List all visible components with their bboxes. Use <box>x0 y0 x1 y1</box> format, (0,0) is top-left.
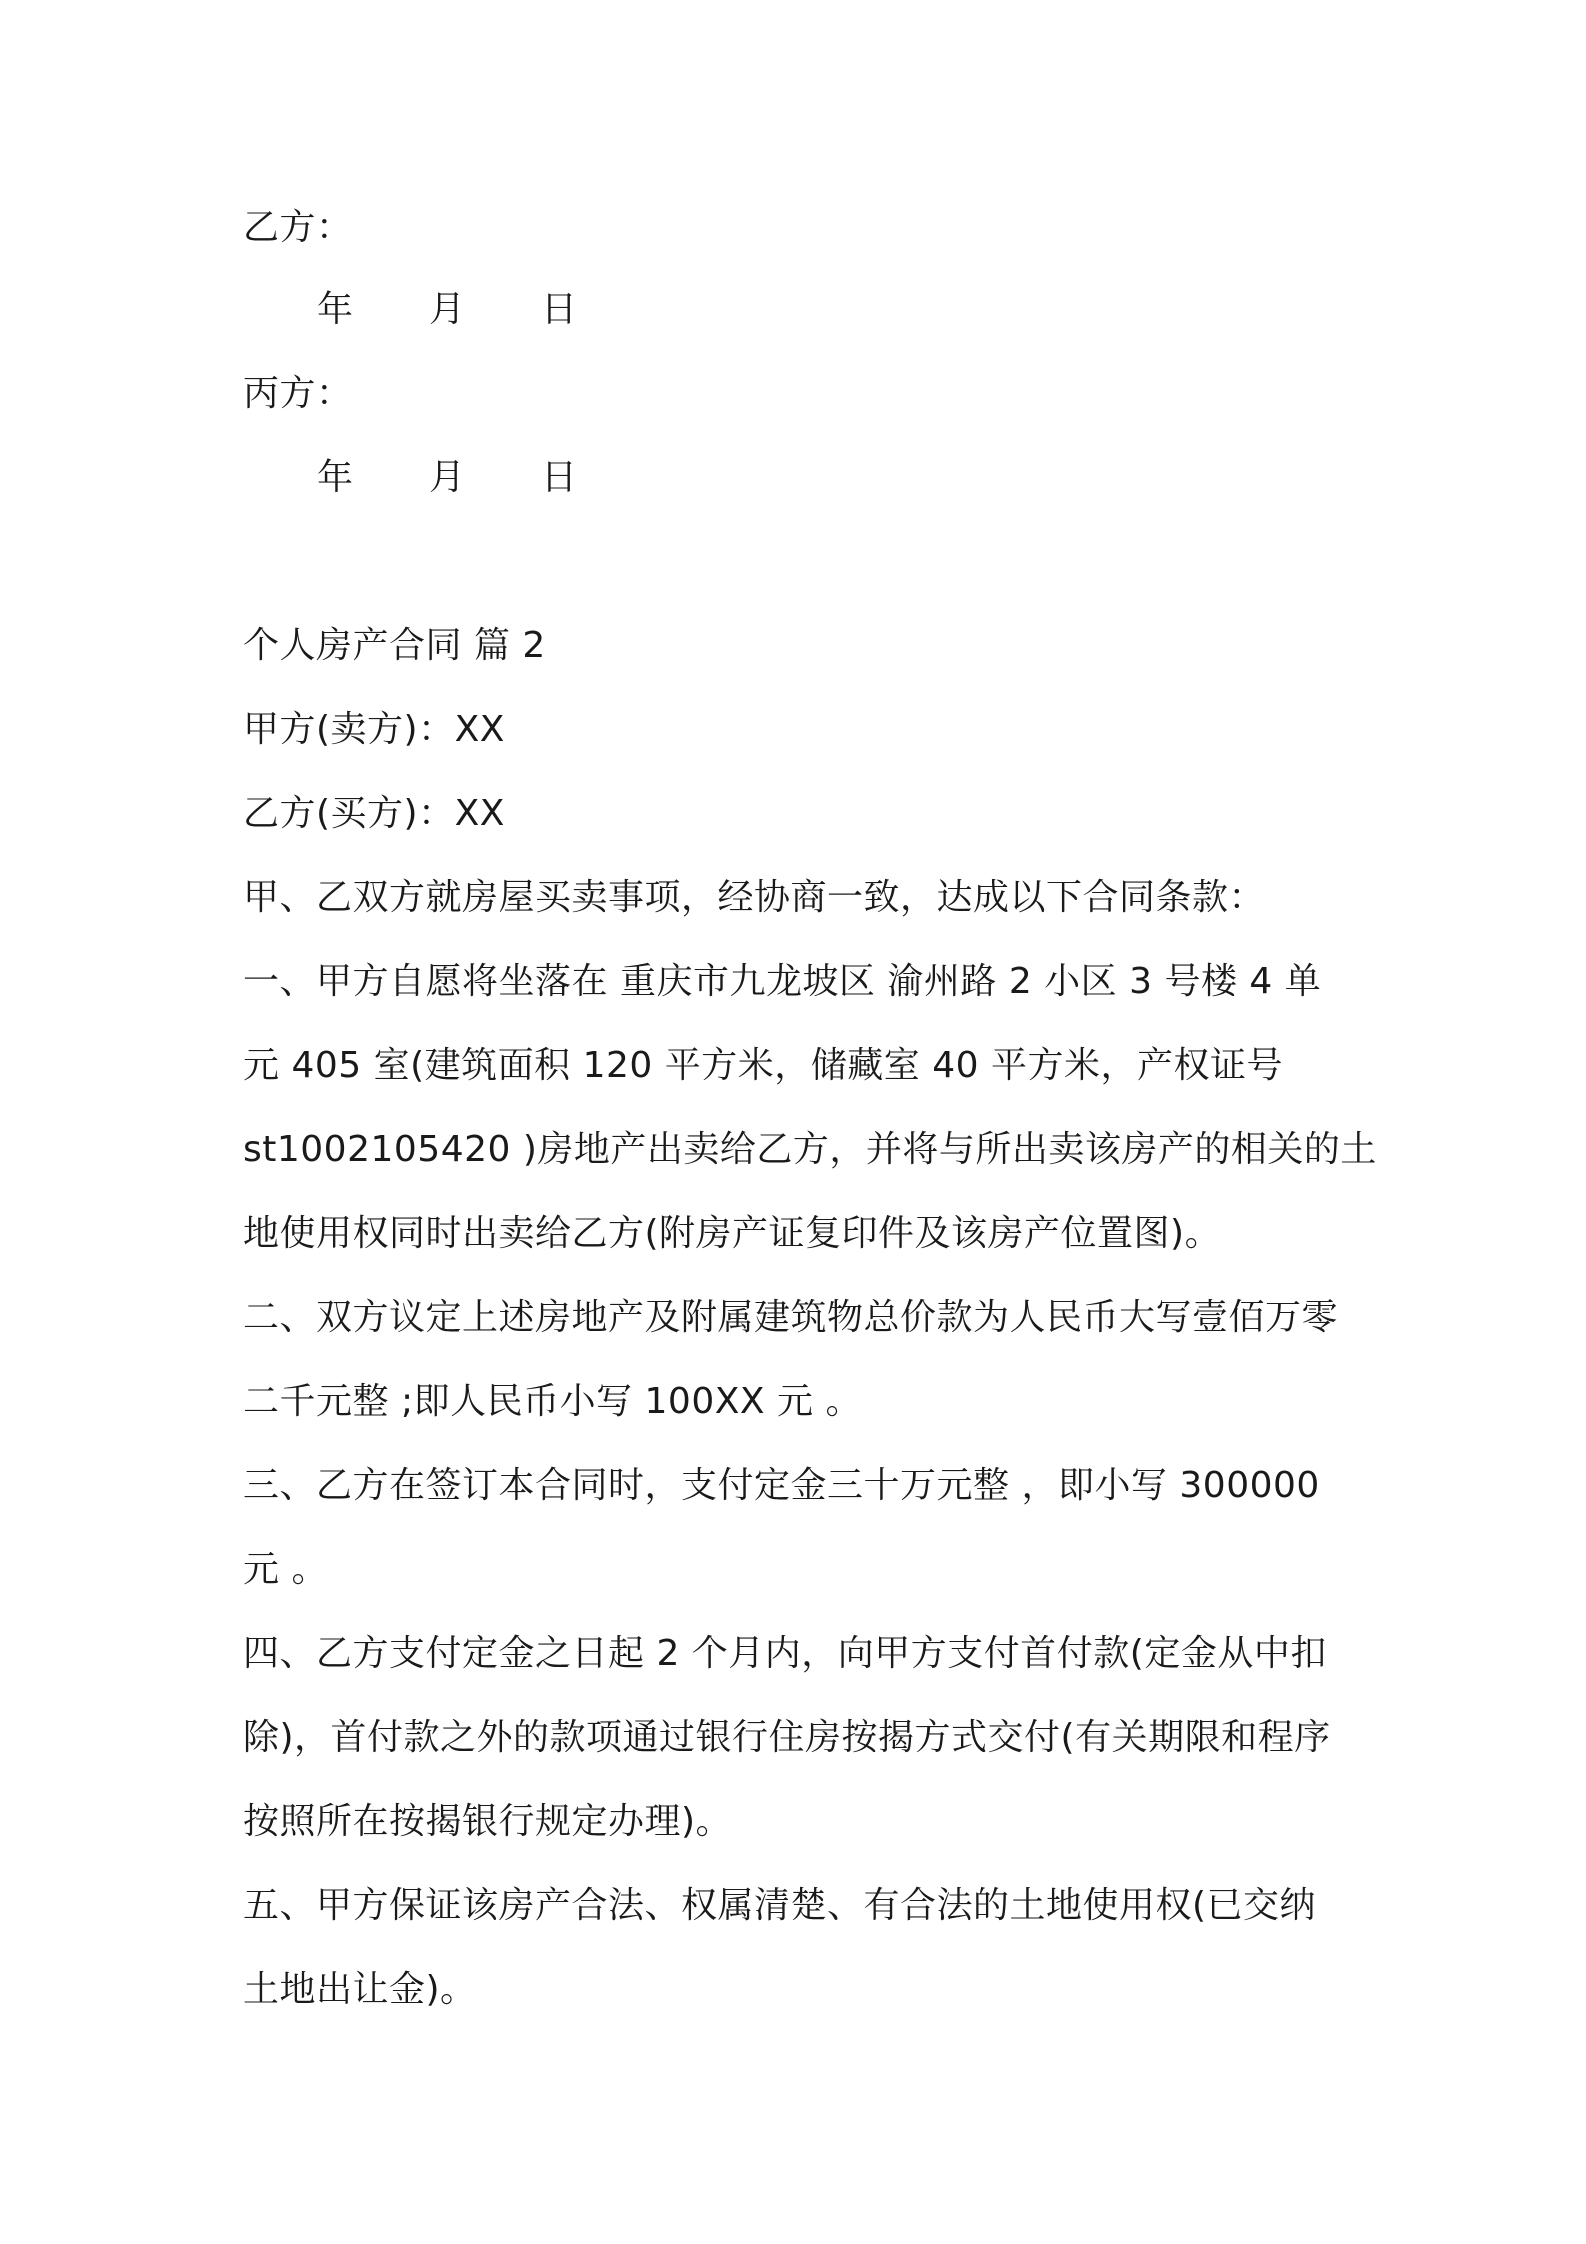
clause-1-line: 元 405 室(建筑面积 120 平方米，储藏室 40 平方米，产权证号 <box>243 1045 1283 1086</box>
clause-1-line: 一、甲方自愿将坐落在 重庆市九龙坡区 渝州路 2 小区 3 号楼 4 单 <box>243 961 1322 1002</box>
clause-2-line: 二千元整 ;即人民币小写 100XX 元 。 <box>243 1381 862 1422</box>
intro-paragraph: 甲、乙双方就房屋买卖事项，经协商一致，达成以下合同条款： <box>243 877 1266 918</box>
section-heading: 个人房产合同 篇 2 <box>243 625 546 666</box>
clause-3-line: 三、乙方在签订本合同时，支付定金三十万元整 ，即小写 300000 <box>243 1465 1320 1506</box>
clause-2-line: 二、双方议定上述房地产及附属建筑物总价款为人民币大写壹佰万零 <box>243 1297 1339 1338</box>
clause-4-line: 四、乙方支付定金之日起 2 个月内，向甲方支付首付款(定金从中扣 <box>243 1633 1327 1674</box>
year-label: 年 <box>317 457 354 498</box>
year-label: 年 <box>317 289 354 330</box>
party-b-date-line <box>243 268 1363 352</box>
month-label: 月 <box>429 289 466 330</box>
month-label: 月 <box>429 457 466 498</box>
day-label: 日 <box>541 457 578 498</box>
party-b-signature-label: 乙方： <box>243 207 353 248</box>
party-c-date-line <box>243 436 1363 520</box>
seller-line: 甲方(卖方)：XX <box>243 709 505 750</box>
clause-5-line: 土地出让金)。 <box>243 1969 477 2010</box>
clause-1-line: 地使用权同时出卖给乙方(附房产证复印件及该房产位置图)。 <box>243 1213 1222 1254</box>
clause-5-line: 五、甲方保证该房产合法、权属清楚、有合法的土地使用权(已交纳 <box>243 1885 1317 1926</box>
party-c-signature-label: 丙方： <box>243 373 353 414</box>
clause-4-line: 除)，首付款之外的款项通过银行住房按揭方式交付(有关期限和程序 <box>243 1717 1331 1758</box>
day-label: 日 <box>541 289 578 330</box>
buyer-line: 乙方(买方)：XX <box>243 793 505 834</box>
clause-3-line: 元 。 <box>243 1549 328 1590</box>
clause-4-line: 按照所在按揭银行规定办理)。 <box>243 1801 733 1842</box>
clause-1-line: st1002105420 )房地产出卖给乙方，并将与所出卖该房产的相关的土 <box>243 1129 1377 1170</box>
